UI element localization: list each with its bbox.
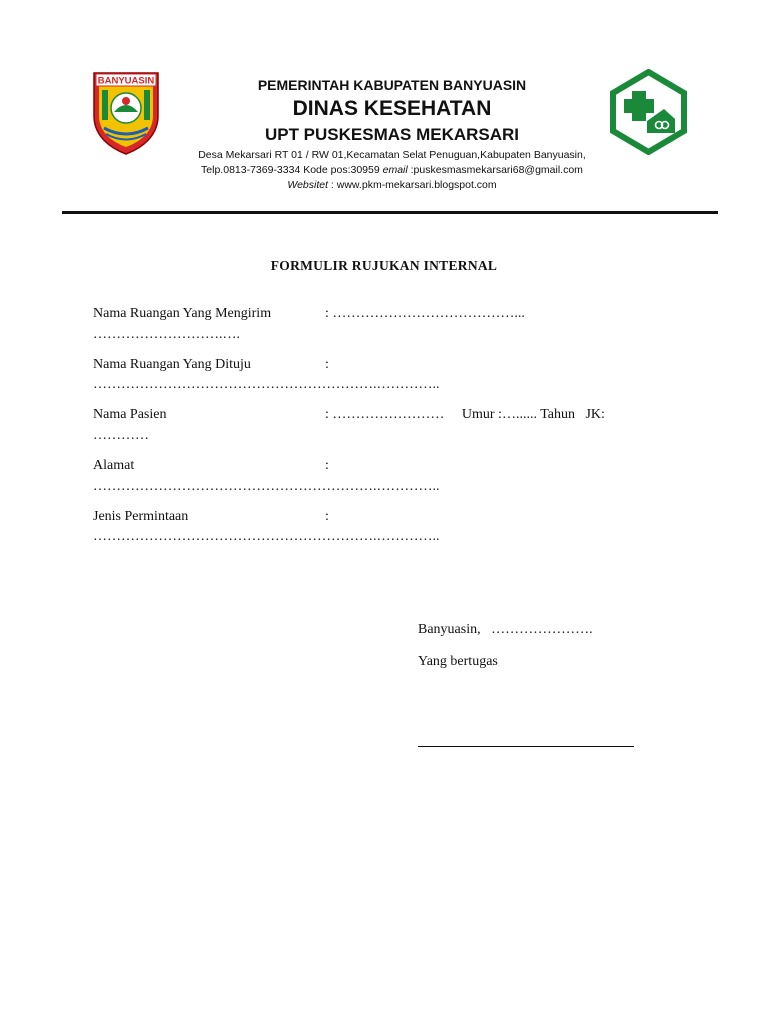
field-value-address: :: [325, 458, 329, 473]
signature-place-date: Banyuasin, ………………….: [418, 622, 593, 637]
website-value: : www.pkm-mekarsari.blogspot.com: [328, 179, 497, 191]
field-label-sending-room: Nama Ruangan Yang Mengirim: [93, 306, 272, 321]
field-value-sending-room: : …………………………………...: [325, 306, 525, 321]
field-value-request-type: :: [325, 509, 329, 524]
field-continuation-destination-room: …………………………………………………….…………..: [93, 377, 440, 392]
email-label: email: [382, 164, 408, 176]
contact-line: [150, 164, 634, 176]
website-line: [150, 179, 634, 191]
government-name: PEMERINTAH KABUPATEN BANYUASIN: [257, 77, 527, 93]
field-continuation-patient-name: …………: [93, 428, 149, 443]
department-name: DINAS KESEHATAN: [292, 97, 492, 120]
phone-postcode: Telp.0813-7369-3334 Kode pos:30959: [201, 164, 383, 176]
field-continuation-request-type: …………………………………………………….…………..: [93, 529, 440, 544]
signature-line: [418, 746, 634, 747]
field-label-address: Alamat: [93, 458, 135, 473]
field-value-destination-room: :: [325, 357, 329, 372]
address-line: Desa Mekarsari RT 01 / RW 01,Kecamatan Selat Penuguan,Kabupaten Banyuasin,: [198, 149, 586, 161]
emblem-name-text: BANYUASIN: [97, 75, 155, 87]
field-label-destination-room: Nama Ruangan Yang Dituju: [93, 357, 251, 372]
institution-name: UPT PUSKESMAS MEKARSARI: [264, 125, 520, 144]
field-continuation-address: …………………………………………………….…………..: [93, 479, 440, 494]
letterhead-divider: [62, 211, 718, 214]
website-label: Websitet: [287, 179, 329, 191]
field-label-patient-name: Nama Pasien: [93, 407, 167, 422]
form-title: FORMULIR RUJUKAN INTERNAL: [270, 258, 498, 273]
field-continuation-sending-room: ……………………….….: [93, 327, 240, 342]
email-value: :puskesmasmekarsari68@gmail.com: [407, 164, 583, 176]
field-label-request-type: Jenis Permintaan: [93, 509, 189, 524]
signature-role: Yang bertugas: [418, 654, 498, 669]
field-value-patient-name: : …………………… Umur :…...... Tahun JK:: [325, 407, 605, 422]
